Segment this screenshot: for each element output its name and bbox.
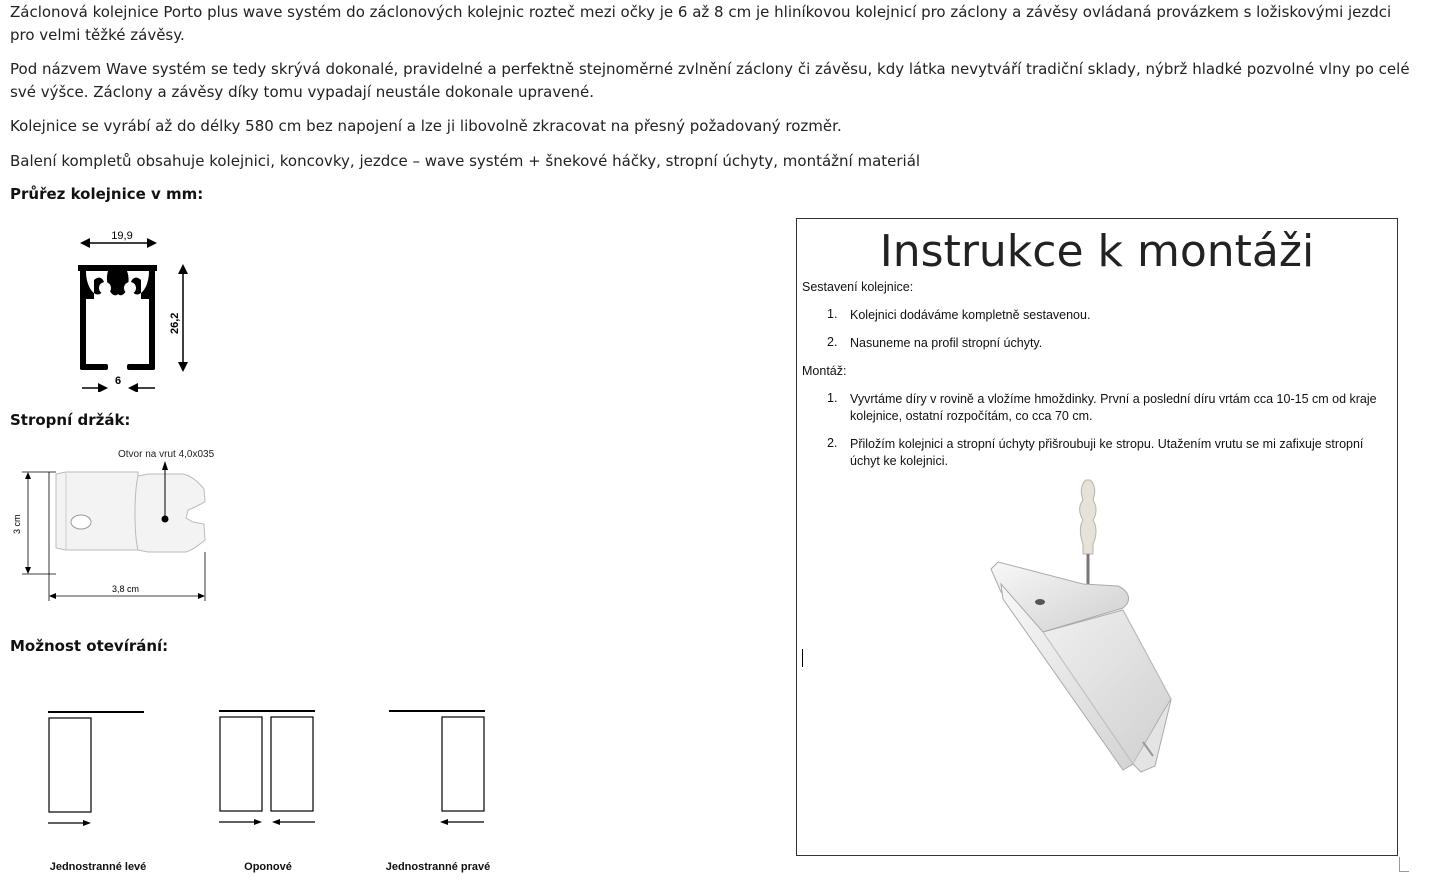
description-paragraph-3: Kolejnice se vyrábí až do délky 580 cm bez napojení a lze ji libovolně zkracovat na přesný požadovaný rozměr. (10, 117, 842, 135)
bracket-heading: Stropní držák: (10, 411, 131, 429)
opening-center-diagram (219, 711, 315, 825)
rail-profile-drawing (60, 222, 210, 392)
bracket-height-label: 3 cm (12, 514, 22, 534)
opening-left-label: Jednostranné levé (49, 861, 147, 873)
mounting-heading: Montáž: (802, 364, 847, 378)
bracket-width-label: 3,8 cm (112, 584, 140, 594)
opening-center-label: Oponové (244, 861, 292, 873)
assembly-step-1-number: 1. (827, 307, 838, 321)
opening-right-diagram (389, 711, 485, 825)
mounting-step-1: Vyvrtáme díry v rovině a vložíme hmoždinky. První a poslední díru vrtám cca 10-15 cm od kraje kolejnice, ostatní rozpočítám, co cca 70 cm. (850, 392, 1377, 423)
ceiling-bracket-drawing (8, 444, 238, 604)
installation-instructions-box (796, 218, 1398, 856)
assembly-step-2: Nasuneme na profil stropní úchyty. (850, 336, 1043, 350)
description-paragraph-2: Pod názvem Wave systém se tedy skrývá dokonalé, pravidelné a perfektně stejnoměrné zvlnění záclony či závěsu, kdy látka nevytváří tradiční sklady, nýbrž hladké pozvolné vlny po celé své výšce. Záclony a závěsy díky tomu vypadají neustále dokonale upravené. (10, 60, 1410, 101)
bracket-hole-label: Otvor na vrut 4,0x035 (118, 449, 215, 460)
text-cursor (802, 649, 803, 667)
profile-width-label: 19,9 (111, 230, 133, 242)
opening-right-label: Jednostranné pravé (385, 861, 491, 873)
mounting-step-2: Přiložím kolejnici a stropní úchyty přišroubuji ke stropu. Utažením vrutu se mi zafixuje stropní úchyt ke kolejnici. (850, 437, 1364, 468)
assembly-heading: Sestavení kolejnice: (802, 280, 914, 294)
profile-heading: Průřez kolejnice v mm: (10, 185, 204, 203)
profile-gap-label: 6 (114, 375, 122, 387)
description-paragraph-1: Záclonová kolejnice Porto plus wave systém do záclonových kolejnic rozteč mezi očky je 6 až 8 cm je hliníkovou kolejnicí pro záclony a závěsy ovládaná provázkem s ložiskovými jezdci pro velmi těžké závěsy. (10, 3, 1392, 44)
assembly-step-1: Kolejnici dodáváme kompletně sestavenou. (850, 308, 1091, 322)
opening-options-drawing (40, 704, 500, 834)
mounting-step-1-number: 1. (827, 391, 838, 405)
mounting-step-2-number: 2. (827, 436, 838, 450)
page-corner-marker (1399, 857, 1409, 872)
instructions-title: Instrukce k montáži (879, 226, 1315, 277)
rail-bracket-photo (983, 474, 1183, 774)
assembly-step-2-number: 2. (827, 335, 838, 349)
opening-left-diagram (48, 712, 144, 826)
profile-height-label: 26,2 (169, 312, 181, 334)
opening-heading: Možnost otevírání: (10, 637, 169, 655)
description-paragraph-4: Balení kompletů obsahuje kolejnici, koncovky, jezdce – wave systém + šnekové háčky, stropní úchyty, montážní materiál (10, 152, 921, 170)
